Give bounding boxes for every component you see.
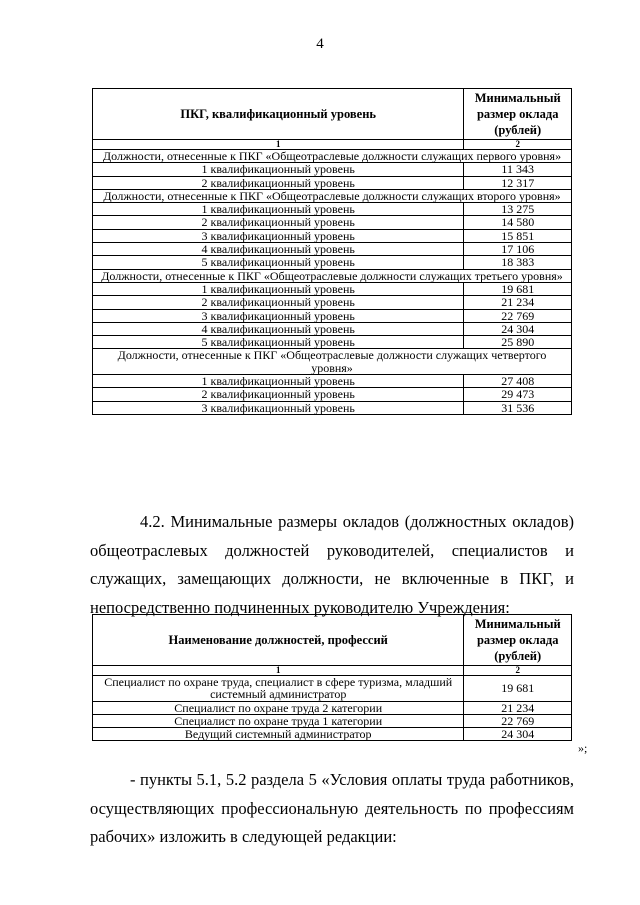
table1-row (93, 282, 572, 295)
table1-level-cell: 1 квалификационный уровень (93, 203, 464, 216)
table1-header-salary: Минимальный размер оклада (рублей) (464, 89, 572, 140)
table1-row (93, 322, 572, 335)
table2-header-salary: Минимальный размер оклада (рублей) (464, 615, 572, 666)
table1-salary-cell: 17 106 (464, 243, 572, 256)
table1-row (93, 296, 572, 309)
table1-group-row (93, 189, 572, 202)
table1-level-cell: 2 квалификационный уровень (93, 176, 464, 189)
table1-salary-cell: 24 304 (464, 322, 572, 335)
table1-row (93, 163, 572, 176)
table1-salary-cell: 14 580 (464, 216, 572, 229)
table2-position-cell: Специалист по охране труда 2 категории (93, 701, 464, 714)
table2-colnum-2: 2 (464, 666, 572, 676)
table2-closing-quote: »; (578, 741, 588, 755)
table1-group-title: Должности, отнесенные к ПКГ «Общеотраслевые должности служащих второго уровня» (93, 189, 572, 202)
table2-row (93, 714, 572, 727)
table2-row (93, 701, 572, 714)
table2-row (93, 728, 572, 741)
table1-salary-cell: 29 473 (464, 388, 572, 401)
table1-group-title: Должности, отнесенные к ПКГ «Общеотраслевые должности служащих первого уровня» (93, 150, 572, 163)
table1-group-row (93, 269, 572, 282)
table1-row (93, 336, 572, 349)
table1-salary-cell: 13 275 (464, 203, 572, 216)
table1-level-cell: 3 квалификационный уровень (93, 309, 464, 322)
table1-level-cell: 2 квалификационный уровень (93, 296, 464, 309)
table1-level-cell: 1 квалификационный уровень (93, 282, 464, 295)
table1-level-cell: 2 квалификационный уровень (93, 388, 464, 401)
table1-row (93, 256, 572, 269)
table1-level-cell: 4 квалификационный уровень (93, 322, 464, 335)
table1-salary-cell: 12 317 (464, 176, 572, 189)
table2-position-cell: Специалист по охране труда 1 категории (93, 714, 464, 727)
table1-colnum-1: 1 (93, 140, 464, 150)
table2-row (93, 676, 572, 702)
table2-salary-cell: 24 304 (464, 728, 572, 741)
table1-header-level: ПКГ, квалификационный уровень (93, 89, 464, 140)
table1-group-title: Должности, отнесенные к ПКГ «Общеотраслевые должности служащих четвертого уровня» (93, 349, 572, 375)
table1-salary-cell: 19 681 (464, 282, 572, 295)
table1-level-cell: 1 квалификационный уровень (93, 375, 464, 388)
table1-row (93, 176, 572, 189)
table1-row (93, 216, 572, 229)
table1-salary-cell: 18 383 (464, 256, 572, 269)
paragraph-points-5: - пункты 5.1, 5.2 раздела 5 «Условия оплаты труда работников, осуществляющих профессиональную деятельность по профессиям рабочих» изложить в следующей редакции: (90, 770, 574, 846)
table2-position-cell: Специалист по охране труда, специалист в сфере туризма, младший системный администратор (93, 676, 464, 702)
table1-group-row (93, 150, 572, 163)
table1-level-cell: 5 квалификационный уровень (93, 256, 464, 269)
table1-salary-cell: 11 343 (464, 163, 572, 176)
table1-level-cell: 5 квалификационный уровень (93, 336, 464, 349)
table1-row (93, 388, 572, 401)
table1-salary-cell: 27 408 (464, 375, 572, 388)
table2-salary-cell: 21 234 (464, 701, 572, 714)
table2-colnum-1: 1 (93, 666, 464, 676)
table1-salary-cell: 15 851 (464, 229, 572, 242)
table1-group-title: Должности, отнесенные к ПКГ «Общеотраслевые должности служащих третьего уровня» (93, 269, 572, 282)
table1-level-cell: 4 квалификационный уровень (93, 243, 464, 256)
table2-salary-cell: 22 769 (464, 714, 572, 727)
paragraph-4-2: 4.2. Минимальные размеры окладов (должностных окладов) общеотраслевых должностей руководителей, специалистов и служащих, замещающих должности, не включенные в ПКГ, и непосредственно подчиненных руководителю Учреждения: (90, 512, 574, 617)
table1-row (93, 243, 572, 256)
table1-level-cell: 3 квалификационный уровень (93, 229, 464, 242)
table1-row (93, 203, 572, 216)
table1-level-cell: 3 квалификационный уровень (93, 401, 464, 414)
table1-row (93, 401, 572, 414)
table1-salary-cell: 25 890 (464, 336, 572, 349)
salary-table-pkg (92, 88, 572, 415)
table1-salary-cell: 21 234 (464, 296, 572, 309)
table1-salary-cell: 31 536 (464, 401, 572, 414)
table1-body (93, 150, 572, 415)
table1-row (93, 309, 572, 322)
table2-header-position: Наименование должностей, профессий (93, 615, 464, 666)
table1-colnum-2: 2 (464, 140, 572, 150)
table2-body (93, 676, 572, 741)
salary-table-other (92, 614, 572, 741)
table1-row (93, 229, 572, 242)
page-number: 4 (316, 36, 324, 52)
table2-salary-cell: 19 681 (464, 676, 572, 702)
table1-level-cell: 2 квалификационный уровень (93, 216, 464, 229)
table1-level-cell: 1 квалификационный уровень (93, 163, 464, 176)
table1-salary-cell: 22 769 (464, 309, 572, 322)
table1-group-row (93, 349, 572, 375)
table2-position-cell: Ведущий системный администратор (93, 728, 464, 741)
table1-row (93, 375, 572, 388)
